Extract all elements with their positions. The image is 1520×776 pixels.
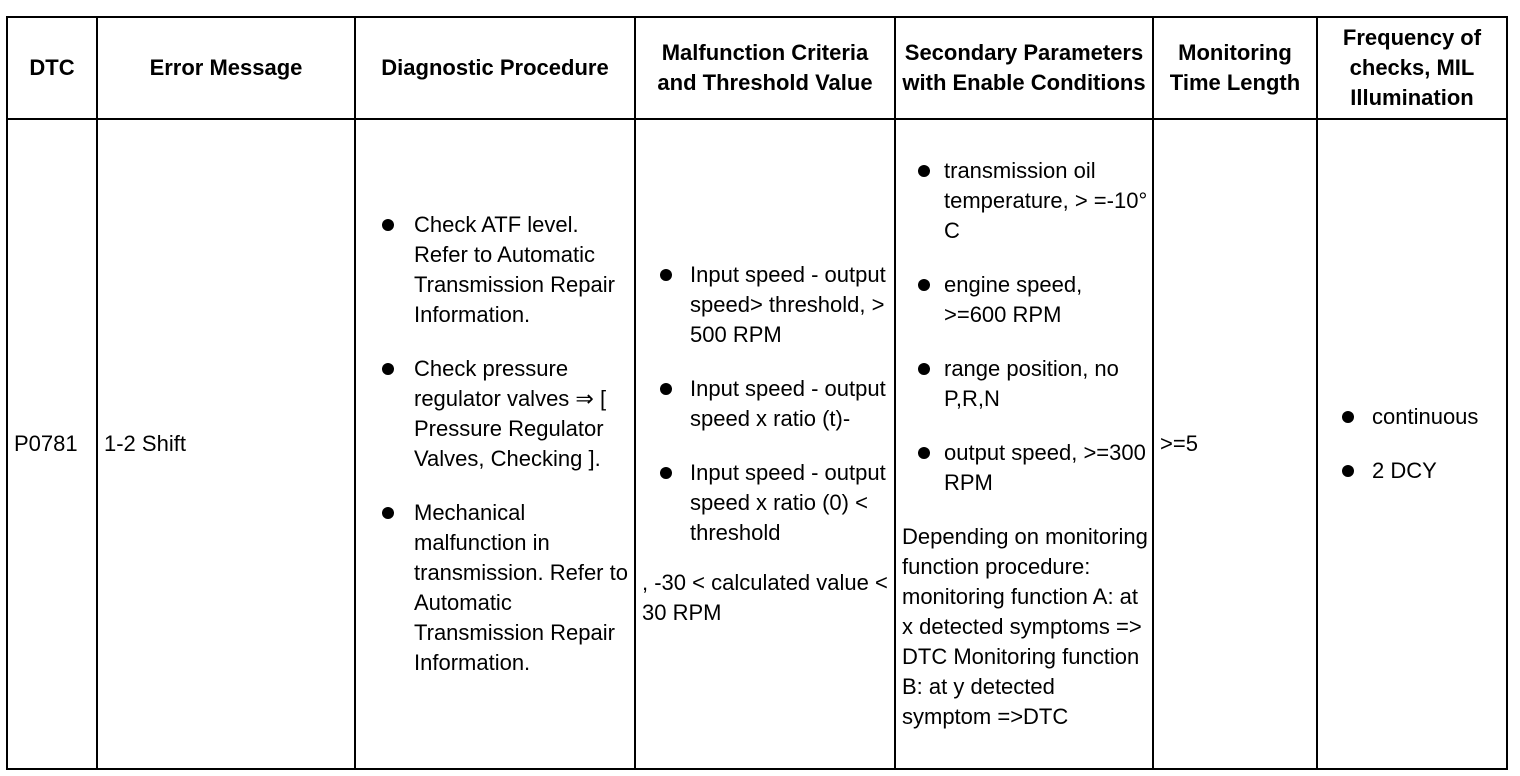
header-secondary-parameters: Secondary Parameters with Enable Conditions [895,17,1153,119]
header-row [7,17,1507,119]
header-diagnostic-procedure: Diagnostic Procedure [355,17,635,119]
cell-dtc: P0781 [7,119,97,769]
list-item: Input speed - output speed> threshold, > 500 RPM [642,260,888,350]
table-row [7,119,1507,769]
malfunction-criteria-list [642,260,888,548]
cell-frequency [1317,119,1507,769]
list-item: transmission oil temperature, > =-10° C [902,156,1148,246]
list-item: Check ATF level. Refer to Automatic Transmission Repair Information. [362,210,628,330]
cell-error-message: 1-2 Shift [97,119,355,769]
header-malfunction-criteria: Malfunction Criteria and Threshold Value [635,17,895,119]
header-error-message: Error Message [97,17,355,119]
malfunction-note: , -30 < calculated value < 30 RPM [642,570,888,625]
cell-secondary-parameters [895,119,1153,769]
list-item: 2 DCY [1324,456,1500,486]
diagnostic-procedure-list [362,210,628,678]
header-dtc: DTC [7,17,97,119]
dtc-table [6,16,1508,770]
list-item: Mechanical malfunction in transmission. Refer to Automatic Transmission Repair Information. [362,498,628,678]
cell-monitoring-time: >=5 [1153,119,1317,769]
list-item: Input speed - output speed x ratio (t)- [642,374,888,434]
list-item: engine speed, >=600 RPM [902,270,1148,330]
header-monitoring-time: Monitoring Time Length [1153,17,1317,119]
list-item: output speed, >=300 RPM [902,438,1148,498]
list-item: Check pressure regulator valves ⇒ [ Pressure Regulator Valves, Checking ]. [362,354,628,474]
list-item: range position, no P,R,N [902,354,1148,414]
secondary-note: Depending on monitoring function procedure: monitoring function A: at x detected symptoms => DTC Monitoring function B: at y detected symptom =>DTC [902,524,1148,729]
secondary-parameters-list [902,156,1148,498]
cell-diagnostic-procedure [355,119,635,769]
cell-malfunction-criteria [635,119,895,769]
header-frequency: Frequency of checks, MIL Illumination [1317,17,1507,119]
frequency-list [1324,402,1500,486]
list-item: Input speed - output speed x ratio (0) < threshold [642,458,888,548]
list-item: continuous [1324,402,1500,432]
